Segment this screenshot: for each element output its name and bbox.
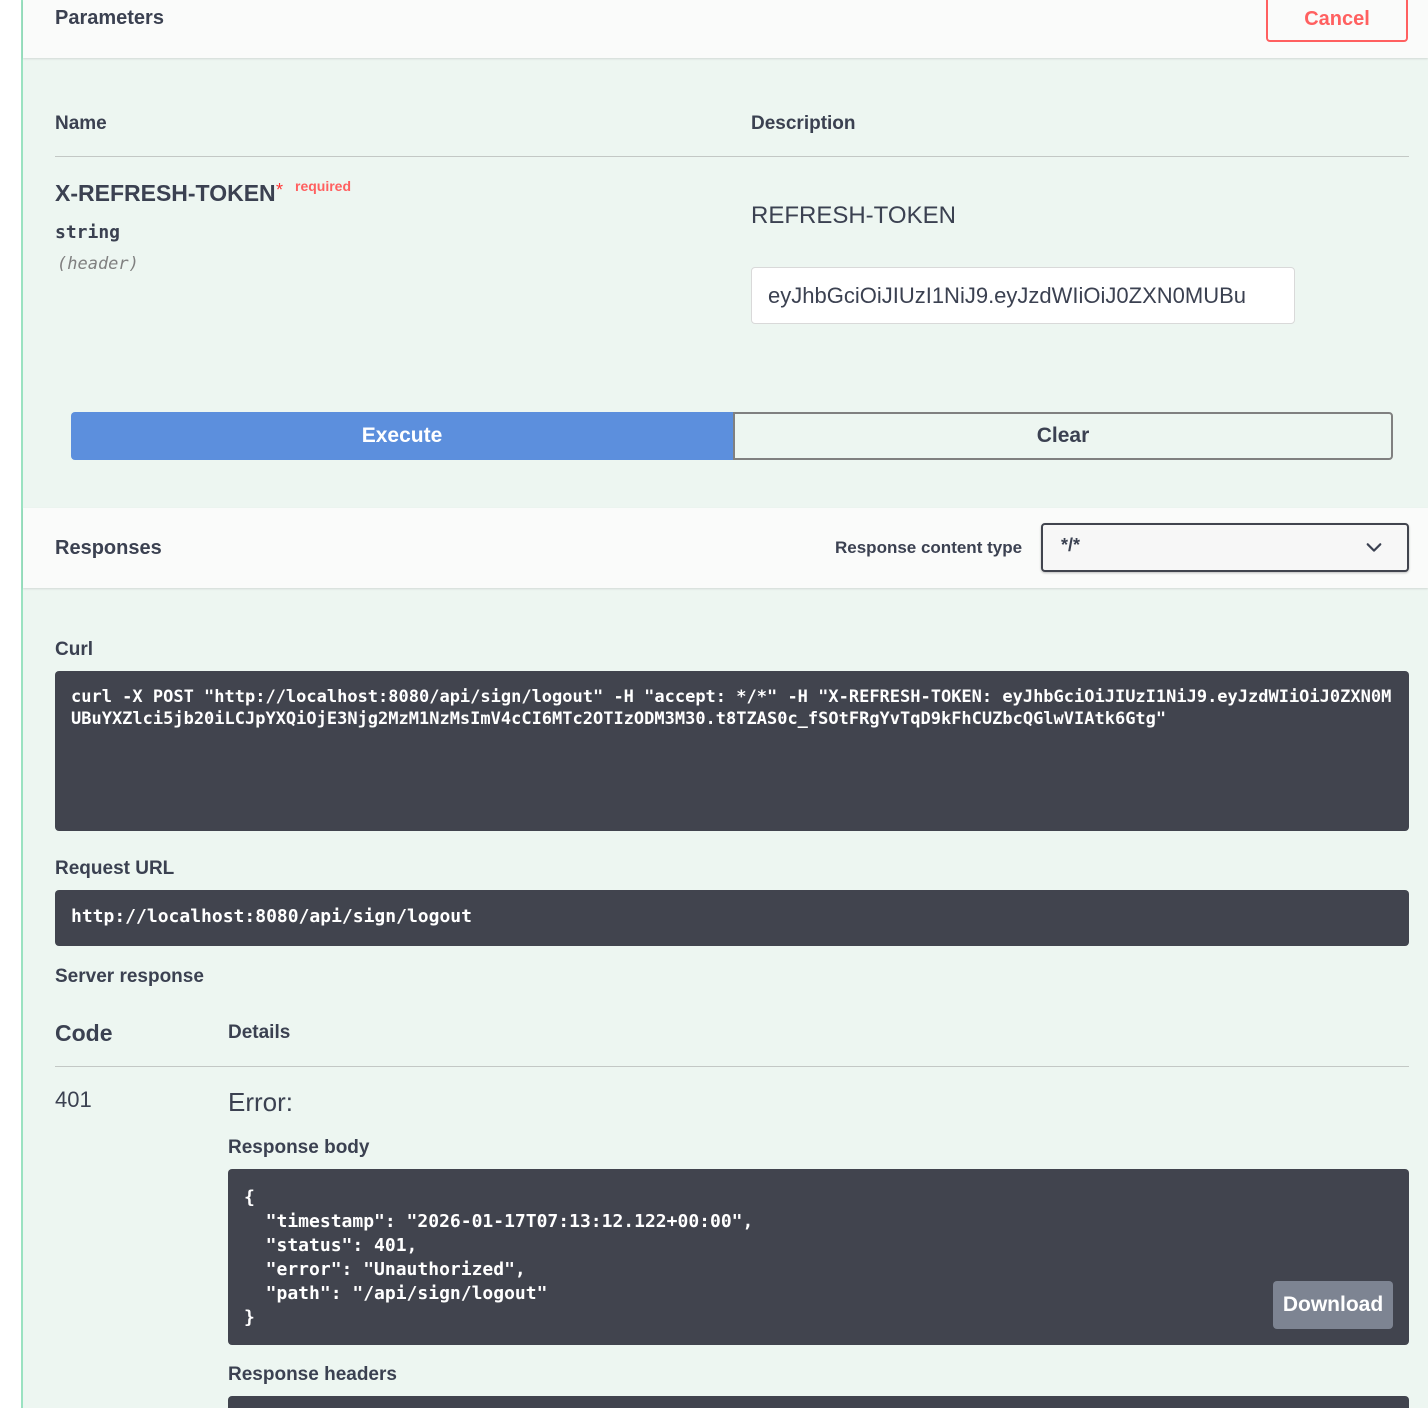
response-content-type-label: Response content type: [835, 538, 1023, 557]
parameters-title: Parameters: [55, 7, 164, 29]
parameter-location: (header): [57, 254, 139, 274]
required-star: *: [276, 180, 284, 200]
response-body-label: Response body: [228, 1137, 370, 1158]
operation-block: [23, 0, 1428, 1408]
response-headers-label: Response headers: [228, 1364, 397, 1385]
server-response-label: Server response: [55, 966, 204, 987]
parameter-type: string: [55, 222, 121, 243]
response-table-divider: [55, 1066, 1409, 1067]
cancel-button[interactable]: Cancel: [1266, 0, 1408, 42]
column-header-details: Details: [228, 1022, 291, 1043]
refresh-token-input[interactable]: eyJhbGciOiJIUzI1NiJ9.eyJzdWIiOiJ0ZXN0MUBu: [751, 267, 1295, 324]
response-content-type-select[interactable]: [1041, 523, 1409, 572]
response-headers: [228, 1396, 1409, 1408]
responses-header: [23, 508, 1428, 588]
parameters-header: [23, 0, 1428, 58]
curl-label: Curl: [55, 639, 93, 660]
curl-command: curl -X POST "http://localhost:8080/api/sign/logout" -H "accept: */*" -H "X-REFRESH-TOKEN: eyJhbGciOiJIUzI1NiJ9.eyJzdWIiOiJ0ZXN0MUBuYXZlci5jb20iLCJpYXQiOjE3Njg2MzM1NzMsImV4cCI6MTc2OTIzODM3M30.t8TZAS0c_fSOtFRgYvTqD9kFhCUZbcQGlwVIAtk6Gtg": [55, 671, 1409, 831]
chevron-down-icon: [1365, 538, 1383, 556]
request-url: http://localhost:8080/api/sign/logout: [55, 890, 1409, 946]
download-button[interactable]: Download: [1273, 1281, 1393, 1329]
execute-button[interactable]: Execute: [71, 412, 733, 460]
clear-button[interactable]: Clear: [733, 412, 1393, 460]
parameter-name: X-REFRESH-TOKEN: [55, 180, 276, 206]
responses-title: Responses: [55, 537, 162, 559]
response-body: { "timestamp": "2026-01-17T07:13:12.122+00:00", "status": 401, "error": "Unauthorized", "path": "/api/sign/logout" }: [228, 1169, 1409, 1345]
execute-button-group: [71, 412, 1393, 460]
response-status-code: 401: [55, 1087, 92, 1112]
operation-left-border: [0, 0, 23, 1408]
column-header-description: Description: [751, 113, 856, 134]
column-header-name: Name: [55, 113, 107, 134]
response-content-type-value: */*: [1061, 535, 1081, 555]
response-error-label: Error:: [228, 1087, 293, 1117]
column-header-code: Code: [55, 1020, 113, 1046]
required-label: required: [295, 178, 352, 194]
parameters-header-divider: [55, 156, 1409, 157]
parameter-description: REFRESH-TOKEN: [751, 202, 956, 229]
request-url-label: Request URL: [55, 858, 175, 879]
